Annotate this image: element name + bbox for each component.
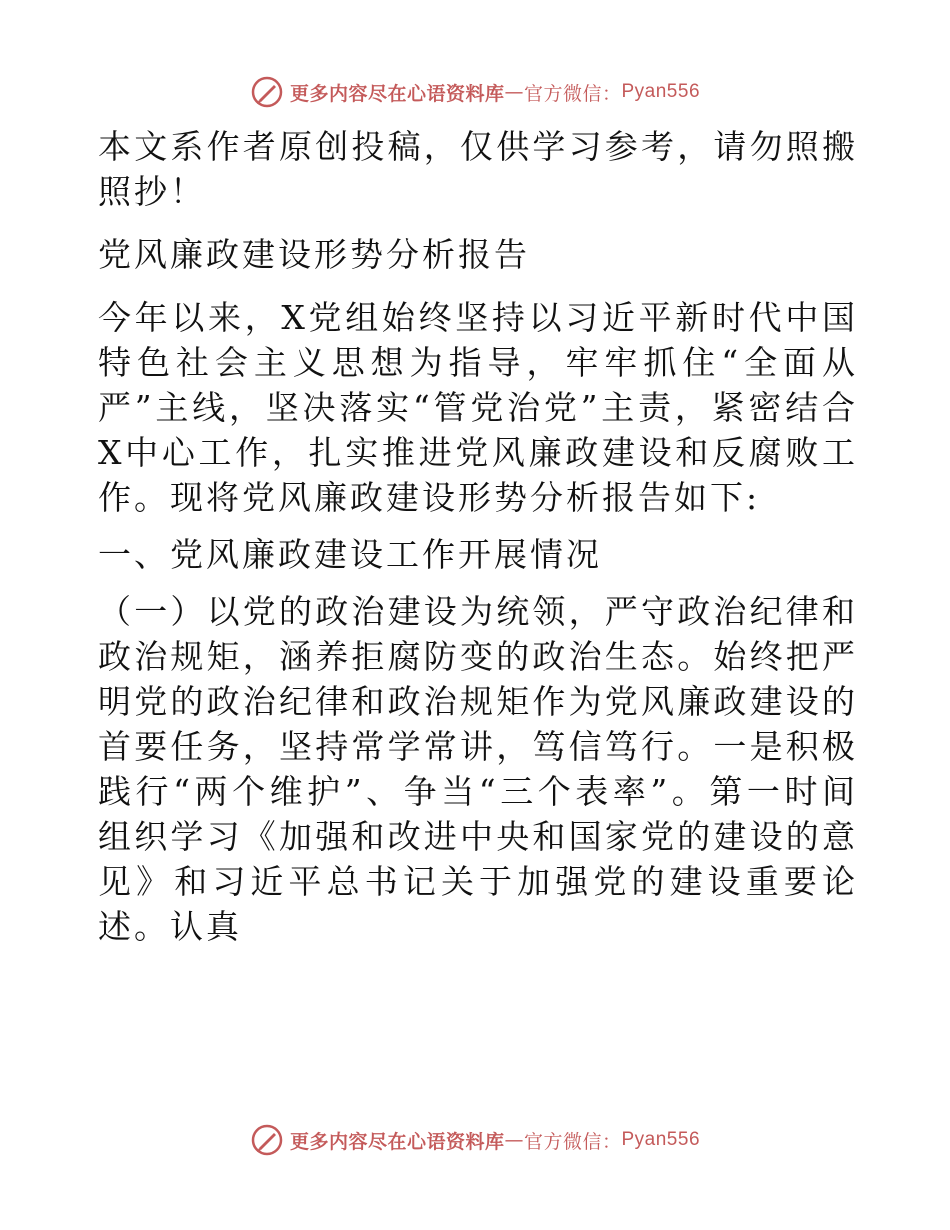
banner-wechat-id: Pyan556 xyxy=(621,1129,701,1150)
banner-brand: 更多内容尽在心语资料库 xyxy=(289,82,505,105)
disclaimer-paragraph: 本文系作者原创投稿，仅供学习参考，请勿照搬照抄！ xyxy=(98,127,858,211)
intro-paragraph: 今年以来，X党组始终坚持以习近平新时代中国特色社会主义思想为指导，牢牢抓住“全面从严”主线，坚决落实“管党治党”主责，紧密结合X中心工作，扎实推进党风廉政建设和反腐败工作。现将党风廉政建设形势分析报告如下: xyxy=(98,298,858,517)
pen-logo-icon xyxy=(250,75,284,109)
pen-logo-icon xyxy=(250,1123,284,1157)
banner-brand: 更多内容尽在心语资料库 xyxy=(289,1130,505,1153)
banner-separator: — xyxy=(504,1129,524,1151)
banner-separator: — xyxy=(504,81,524,103)
section-paragraph: （一）以党的政治建设为统领，严守政治纪律和政治规矩，涵养拒腐防变的政治生态。始终把严明党的政治纪律和政治规矩作为党风廉政建设的首要任务，坚持常学常讲，笃信笃行。一是积极践行“两个维护”、争当“三个表率”。第一时间组织学习《加强和改进中央和国家党的建设的意见》和习近平总书记关于加强党的建设重要论述。认真 xyxy=(98,592,858,946)
document-body xyxy=(98,124,858,949)
banner-wechat-label: 官方微信： xyxy=(523,1130,622,1153)
header-banner xyxy=(0,72,950,112)
footer-banner xyxy=(0,1120,950,1160)
section-heading: 一、党风廉政建设工作开展情况 xyxy=(98,535,602,574)
banner-wechat-label: 官方微信： xyxy=(523,82,622,105)
banner-wechat-id: Pyan556 xyxy=(621,81,701,102)
document-title: 党风廉政建设形势分析报告 xyxy=(98,235,530,274)
